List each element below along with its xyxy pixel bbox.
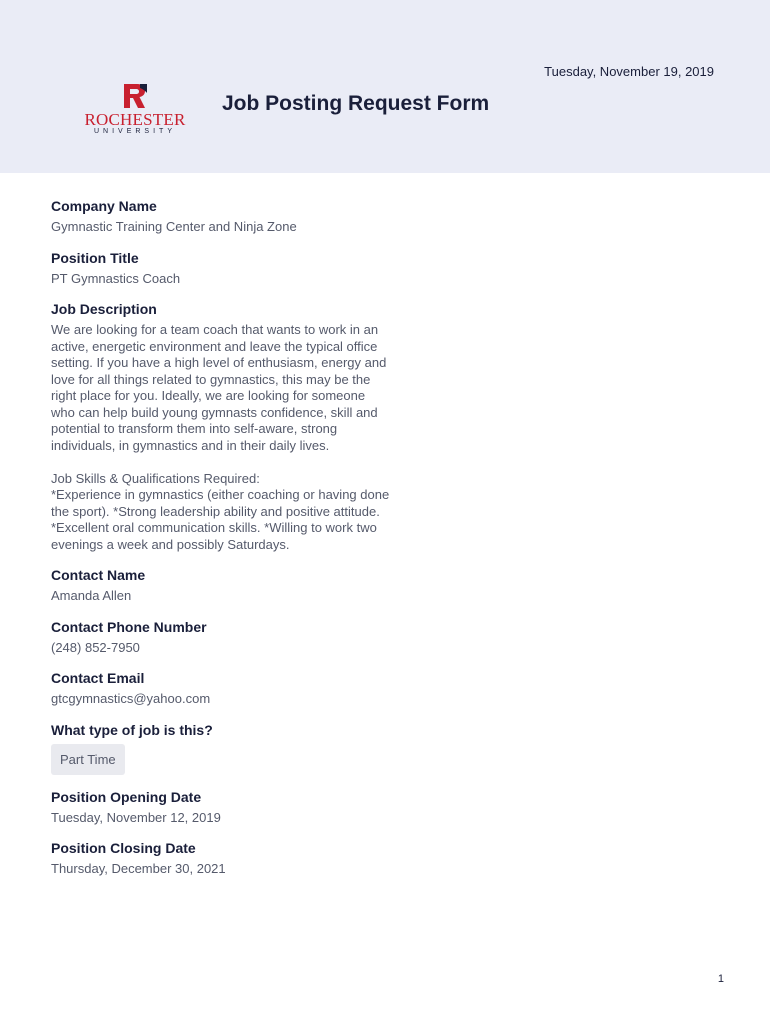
- closing-date-field: [51, 839, 391, 878]
- form-content: [51, 197, 391, 878]
- header: [0, 0, 770, 173]
- job-type-field: [51, 721, 391, 775]
- closing-date-value: Thursday, December 30, 2021: [51, 861, 226, 876]
- job-description-label: Job Description: [51, 301, 157, 317]
- opening-date-value: Tuesday, November 12, 2019: [51, 809, 221, 825]
- company-name-field: [51, 197, 391, 236]
- position-title-value: PT Gymnastics Coach: [51, 270, 181, 286]
- job-description-value: We are looking for a team coach that wants to work in an active, energetic environment and leave the typical office setting. If you have a high level of enthusiasm, energy and love for all things related to gymnastics, this may be the right place for you. Ideally, we are looking for someone who can help build young gymnasts confidence, skill and potential to transform them into self-aware, strong individuals, in gymnastics and in their daily lives. Job Skills & Qualifications Required: *Experience in gymnastics (either coaching or having done the sport). *Strong leadership ability and positive attitude. *Excellent oral communication skills. *Willing to work two evenings a week and possibly Saturdays.: [51, 322, 390, 552]
- logo-r-mark-icon: [121, 84, 147, 108]
- logo-subtitle: UNIVERSITY: [93, 128, 176, 135]
- closing-date-label: Position Closing Date: [51, 840, 196, 856]
- contact-email-field: [51, 669, 391, 708]
- contact-name-field: [51, 566, 391, 605]
- contact-email-value: gtcgymnastics@yahoo.com: [51, 691, 211, 706]
- job-description-field: [51, 300, 391, 553]
- submission-date: Tuesday, November 19, 2019: [544, 64, 714, 79]
- contact-name-value: Amanda Allen: [51, 588, 132, 603]
- page-number: 1: [717, 973, 724, 985]
- contact-email-label: Contact Email: [51, 670, 145, 686]
- contact-phone-label: Contact Phone Number: [51, 618, 207, 635]
- job-type-badge: Part Time: [51, 744, 125, 775]
- company-name-label: Company Name: [51, 198, 157, 214]
- logo-wordmark: ROCHESTER: [84, 110, 186, 129]
- contact-phone-field: [51, 618, 391, 657]
- position-title-field: [51, 249, 391, 288]
- rochester-university-logo: [76, 84, 194, 138]
- opening-date-field: [51, 788, 391, 827]
- contact-name-label: Contact Name: [51, 567, 146, 583]
- job-type-label: What type of job is this?: [51, 721, 213, 738]
- opening-date-label: Position Opening Date: [51, 788, 202, 805]
- contact-phone-value: (248) 852-7950: [51, 639, 140, 655]
- position-title-label: Position Title: [51, 249, 139, 266]
- company-name-value: Gymnastic Training Center and Ninja Zone: [51, 219, 297, 234]
- form-title: Job Posting Request Form: [222, 92, 490, 115]
